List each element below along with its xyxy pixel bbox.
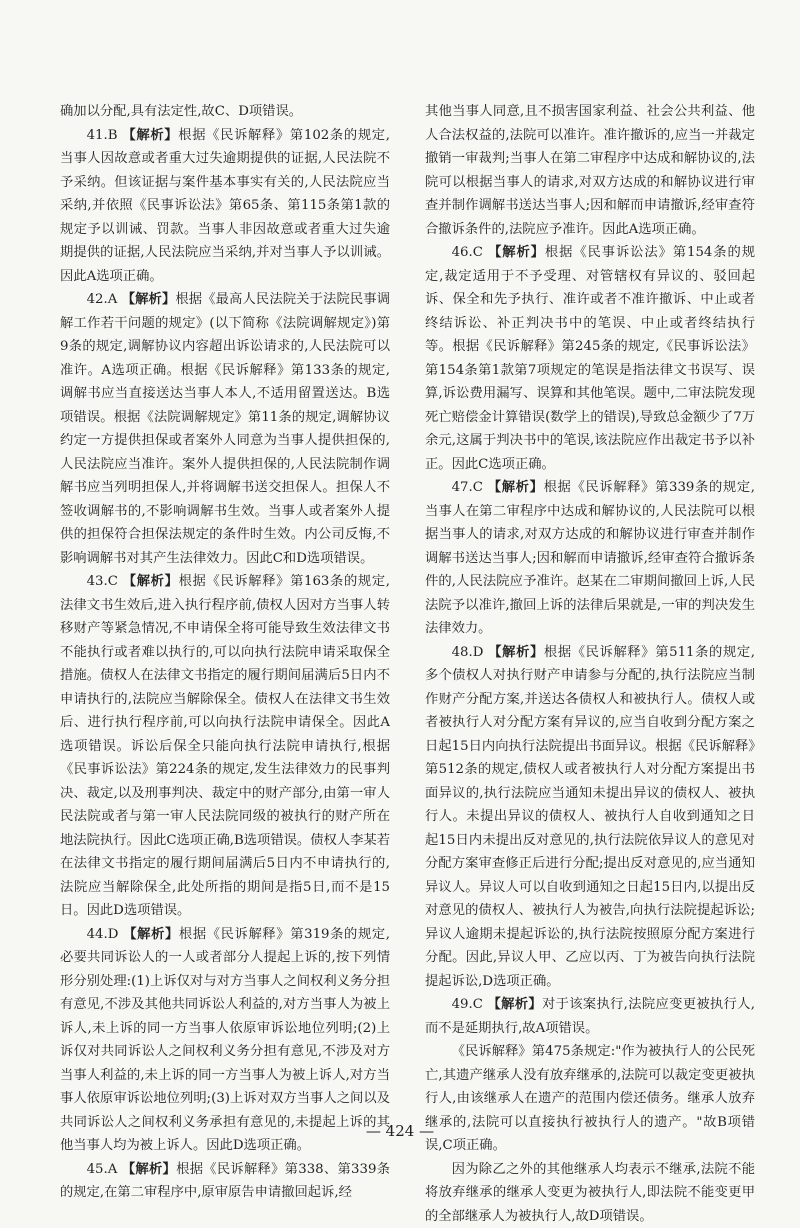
analysis-tag: 【解析】 — [122, 292, 176, 307]
paragraph — [425, 241, 755, 476]
paragraph-text: 根据《民诉解释》第339条的规定,当事人在第二审程序中达成和解协议的,人民法院可以根据当事人的请求,对双方达成的和解协议进行审查并制作调解书送达当事人;因和解而申请撤诉,经审查符合撤诉条件的,人民法院应予准许。赵某在二审期间撤回上诉,人民法院予以准许,撤回上诉的法律后果就是,一审的判决发生法律效力。 — [425, 480, 755, 636]
answer-number: 43.C — [87, 574, 118, 589]
analysis-tag: 【解析】 — [123, 927, 179, 942]
paragraph — [60, 570, 390, 923]
answer-number: 41.B — [87, 128, 118, 143]
paragraph — [60, 100, 390, 124]
answer-number: 42.A — [87, 292, 118, 307]
page-number: — 424 — — [0, 1122, 800, 1140]
answer-number: 47.C — [452, 480, 483, 495]
paragraph-text: 《民诉解释》第475条规定:"作为被执行人的公民死亡,其遗产继承人没有放弃继承的,法院可以裁定变更被执行人,由该继承人在遗产的范围内偿还债务。继承人放弃继承的,法院可以直接执行被执行人的遗产。"故B项错误,C项正确。 — [425, 1044, 755, 1153]
paragraph-text: 根据《民诉解释》第338、第339条的规定,在第二审程序中,原审原告申请撤回起诉,经 — [60, 1162, 390, 1201]
paragraph — [425, 641, 755, 994]
paragraph-text: 根据《民诉解释》第511条的规定,多个债权人对执行财产申请参与分配的,执行法院应当制作财产分配方案,并送达各债权人和被执行人。债权人或者被执行人对分配方案有异议的,应当自收到分配方案之日起15日内向执行法院提出书面异议。根据《民诉解释》第512条的规定,债权人或者被执行人对分配方案提出书面异议的,执行法院应当通知未提出异议的债权人、被执行人。未提出异议的债权人、被执行人自收到通知之日起15日内未提出反对意见的,执行法院依异议人的意见对分配方案审查修正后进行分配;提出反对意见的,应当通知异议人。异议人可以自收到通知之日起15日内,以提出反对意见的债权人、被执行人为被告,向执行法院提起诉讼;异议人逾期未提起诉讼的,执行法院按照原分配方案进行分配。因此,异议人甲、乙应以丙、丁为被告向执行法院提起诉讼,D选项正确。 — [425, 645, 755, 989]
paragraph-text: 根据《民诉解释》第163条的规定,法律文书生效后,进入执行程序前,债权人因对方当事人转移财产等紧急情况,不申请保全将可能导致生效法律文书不能执行或者难以执行的,可以向执行法院申请采取保全措施。债权人在法律文书指定的履行期间届满后5日内不申请执行的,法院应当解除保全。债权人在法律文书生效后、进行执行程序前,可以向执行法院申请保全。因此A选项错误。诉讼后保全只能向执行法院申请执行,根据《民事诉讼法》第224条的规定,发生法律效力的民事判决、裁定,以及刑事判决、裁定中的财产部分,由第一审人民法院或者与第一审人民法院同级的被执行的财产所在地法院执行。因此C选项正确,B选项错误。债权人李某若在法律文书指定的履行期间届满后5日内不申请执行的,法院应当解除保全,此处所指的期间是指5日,而不是15日。因此D选项错误。 — [60, 574, 390, 918]
answer-number: 48.D — [452, 645, 484, 660]
paragraph-text: 确加以分配,具有法定性,故C、D项错误。 — [60, 104, 302, 119]
answer-number: 46.C — [452, 245, 483, 260]
paragraph-text: 对于该案执行,法院应变更被执行人,而不是延期执行,故A项错误。 — [425, 997, 755, 1036]
paragraph — [425, 993, 755, 1040]
right-column — [425, 100, 755, 1228]
analysis-tag: 【解析】 — [487, 997, 541, 1012]
paragraph — [60, 124, 390, 289]
analysis-tag: 【解析】 — [488, 245, 545, 260]
paragraph-text: 根据《最高人民法院关于法院民事调解工作若干问题的规定》(以下简称《法院调解规定》)第9条的规定,调解协议内容超出诉讼请求的,人民法院可以准许。A选项正确。根据《民诉解释》第133条的规定,调解书应当直接送达当事人本人,不适用留置送达。B选项错误。根据《法院调解规定》第11条的规定,调解协议约定一方提供担保或者案外人同意为当事人提供担保的,人民法院应当准许。案外人提供担保的,人民法院制作调解书应当列明担保人,并将调解书送交担保人。担保人不签收调解书的,不影响调解书生效。当事人或者案外人提供的担保符合担保法规定的条件时生效。内公司反悔,不影响调解书对其产生法律效力。因此C和D选项错误。 — [60, 292, 390, 566]
paragraph-text: 其他当事人同意,且不损害国家利益、社会公共利益、他人合法权益的,法院可以准许。准许撤诉的,应当一并裁定撤销一审裁判;当事人在第二审程序中达成和解协议的,法院可以根据当事人的请求,对双方达成的和解协议进行审查并制作调解书送达当事人;因和解而申请撤诉,经审查符合撤诉条件的,法院应予准许。因此A选项正确。 — [425, 104, 755, 237]
paragraph — [60, 1158, 390, 1205]
paragraph-text: 根据《民诉解释》第102条的规定,当事人因故意或者重大过失逾期提供的证据,人民法院不予采纳。但该证据与案件基本事实有关的,人民法院应当采纳,并依照《民事诉讼法》第65条、第115条第1款的规定予以训诫、罚款。当事人非因故意或者重大过失逾期提供的证据,人民法院应当采纳,并对当事人予以训诫。因此A选项正确。 — [60, 128, 390, 284]
paragraph — [425, 1158, 755, 1228]
paragraph-text: 根据《民诉解释》第319条的规定,必要共同诉讼人的一人或者部分人提起上诉的,按下列情形分别处理:(1)上诉仅对与对方当事人之间权利义务分担有意见,不涉及其他共同诉讼人利益的,对方当事人为被上诉人,未上诉的同一方当事人依原审诉讼地位列明;(2)上诉仅对共同诉讼人之间权利义务分担有意见,不涉及对方当事人利益的,未上诉的同一方当事人为被上诉人,对方当事人依原审诉讼地位列明;(3)上诉对双方当事人之间以及共同诉讼人之间权利义务承担有意见的,未提起上诉的其他当事人均为被上诉人。因此D选项正确。 — [60, 927, 390, 1154]
left-column — [60, 100, 390, 1205]
paragraph — [425, 476, 755, 641]
analysis-tag: 【解析】 — [122, 128, 178, 143]
paragraph — [425, 100, 755, 241]
paragraph-text: 因为除乙之外的其他继承人均表示不继承,法院不能将放弃继承的继承人变更为被执行人,即法院不能变更甲的全部继承人为被执行人,故D项错误。 — [425, 1162, 755, 1224]
answer-number: 49.C — [452, 997, 483, 1012]
analysis-tag: 【解析】 — [122, 1162, 176, 1177]
analysis-tag: 【解析】 — [488, 480, 544, 495]
paragraph — [60, 288, 390, 570]
paragraph-text: 根据《民事诉讼法》第154条的规定,裁定适用于不予受理、对管辖权有异议的、驳回起诉、保全和先予执行、准许或者不准许撤诉、中止或者终结诉讼、补正判决书中的笔误、中止或者终结执行等。根据《民诉解释》第245条的规定,《民事诉讼法》第154条第1款第7项规定的笔误是指法律文书误写、误算,诉讼费用漏写、误算和其他笔误。题中,二审法院发现死亡赔偿金计算错误(数学上的错误),导致总金额少了7万余元,这属于判决书中的笔误,该法院应作出裁定书予以补正。因此C选项正确。 — [425, 245, 755, 472]
analysis-tag: 【解析】 — [123, 574, 179, 589]
answer-number: 45.A — [87, 1162, 118, 1177]
analysis-tag: 【解析】 — [488, 645, 544, 660]
answer-number: 44.D — [87, 927, 119, 942]
